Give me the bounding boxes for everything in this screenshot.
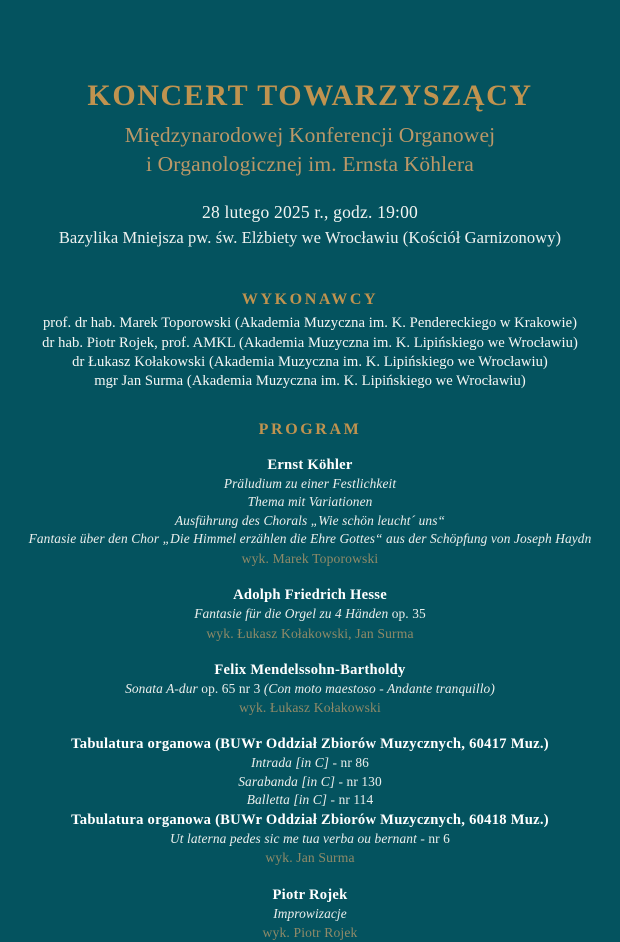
work-opus: op. 65 nr 3 — [197, 680, 264, 696]
subtitle-line-2: i Organologicznej im. Ernsta Köhlera — [145, 151, 474, 176]
program-work — [0, 905, 620, 924]
performer-line: mgr Jan Surma (Akademia Muzyczna im. K. Lipińskiego we Wrocławiu) — [94, 373, 526, 390]
page-title: KONCERT TOWARZYSZĄCY — [87, 79, 533, 112]
program-work — [0, 830, 620, 849]
event-date: 28 lutego 2025 r., godz. 19:00 — [202, 202, 418, 223]
event-venue: Bazylika Mniejsza pw. św. Elżbiety we Wrocławiu (Kościół Garnizonowy) — [58, 228, 562, 248]
program-group — [0, 885, 620, 942]
work-opus: - nr 6 — [416, 830, 450, 846]
program-work — [0, 530, 620, 549]
work-movements: (Con moto maestoso - Andante tranquillo) — [263, 680, 495, 696]
program-composer: Adolph Friedrich Hesse — [233, 586, 387, 603]
program-work — [0, 754, 620, 773]
performer-line: dr hab. Piotr Rojek, prof. AMKL (Akademia Muzyczna im. K. Lipińskiego we Wrocławiu) — [42, 334, 578, 351]
program-performed-by: wyk. Jan Surma — [265, 850, 355, 866]
program-work — [0, 680, 620, 699]
work-opus: - nr 130 — [335, 773, 382, 789]
program-composer: Piotr Rojek — [272, 886, 348, 903]
program-performed-by: wyk. Marek Toporowski — [241, 550, 379, 566]
program-performed-by: wyk. Łukasz Kołakowski — [239, 700, 381, 716]
program-group — [0, 660, 620, 718]
program-performed-by: wyk. Łukasz Kołakowski, Jan Surma — [206, 625, 414, 641]
poster-header — [0, 0, 620, 248]
program-group — [0, 455, 620, 568]
program-composer: Tabulatura organowa (BUWr Oddział Zbiorów Muzycznych, 60418 Muz.) — [71, 811, 549, 828]
work-title: Thema mit Variationen — [247, 494, 373, 510]
program-composer: Ernst Köhler — [267, 456, 353, 473]
program-composer: Felix Mendelssohn-Bartholdy — [214, 661, 406, 678]
work-title: Balletta [in C] — [246, 792, 328, 808]
performers-list — [0, 309, 620, 392]
program-list — [0, 439, 620, 942]
work-title: Sonata A-dur — [125, 680, 198, 696]
work-opus: - nr 86 — [329, 755, 369, 771]
subtitle-line-1: Międzynarodowej Konferencji Organowej — [124, 123, 496, 148]
program-performed-by: wyk. Piotr Rojek — [262, 925, 358, 941]
work-title: Fantasie über den Chor „Die Himmel erzählen die Ehre Gottes“ aus der Schöpfung von Joseph Haydn — [28, 531, 592, 547]
program-group — [0, 810, 620, 868]
program-work — [0, 475, 620, 494]
program-work — [0, 512, 620, 531]
work-title: Ausführung des Chorals „Wie schön leucht´ uns“ — [174, 512, 446, 528]
work-title: Improwizacje — [273, 905, 347, 921]
work-title: Intrada [in C] — [251, 755, 330, 771]
work-opus: op. 35 — [388, 606, 426, 622]
program-work — [0, 605, 620, 624]
work-title: Fantasie für die Orgel zu 4 Händen — [194, 606, 389, 622]
program-group — [0, 734, 620, 810]
program-heading: PROGRAM — [258, 420, 362, 438]
performer-line: dr Łukasz Kołakowski (Akademia Muzyczna im. K. Lipińskiego we Wrocławiu) — [72, 353, 548, 370]
program-group — [0, 585, 620, 643]
performer-line: prof. dr hab. Marek Toporowski (Akademia Muzyczna im. K. Pendereckiego w Krakowie) — [42, 315, 578, 332]
work-opus: - nr 114 — [327, 792, 374, 808]
program-composer: Tabulatura organowa (BUWr Oddział Zbiorów Muzycznych, 60417 Muz.) — [71, 736, 549, 753]
work-title: Präludium zu einer Festlichkeit — [223, 475, 397, 491]
work-title: Sarabanda [in C] — [238, 773, 336, 789]
program-work — [0, 493, 620, 512]
program-work — [0, 791, 620, 810]
program-work — [0, 773, 620, 792]
work-title: Ut laterna pedes sic me tua verba ou bernant — [170, 830, 417, 846]
performers-heading: WYKONAWCY — [241, 291, 379, 309]
